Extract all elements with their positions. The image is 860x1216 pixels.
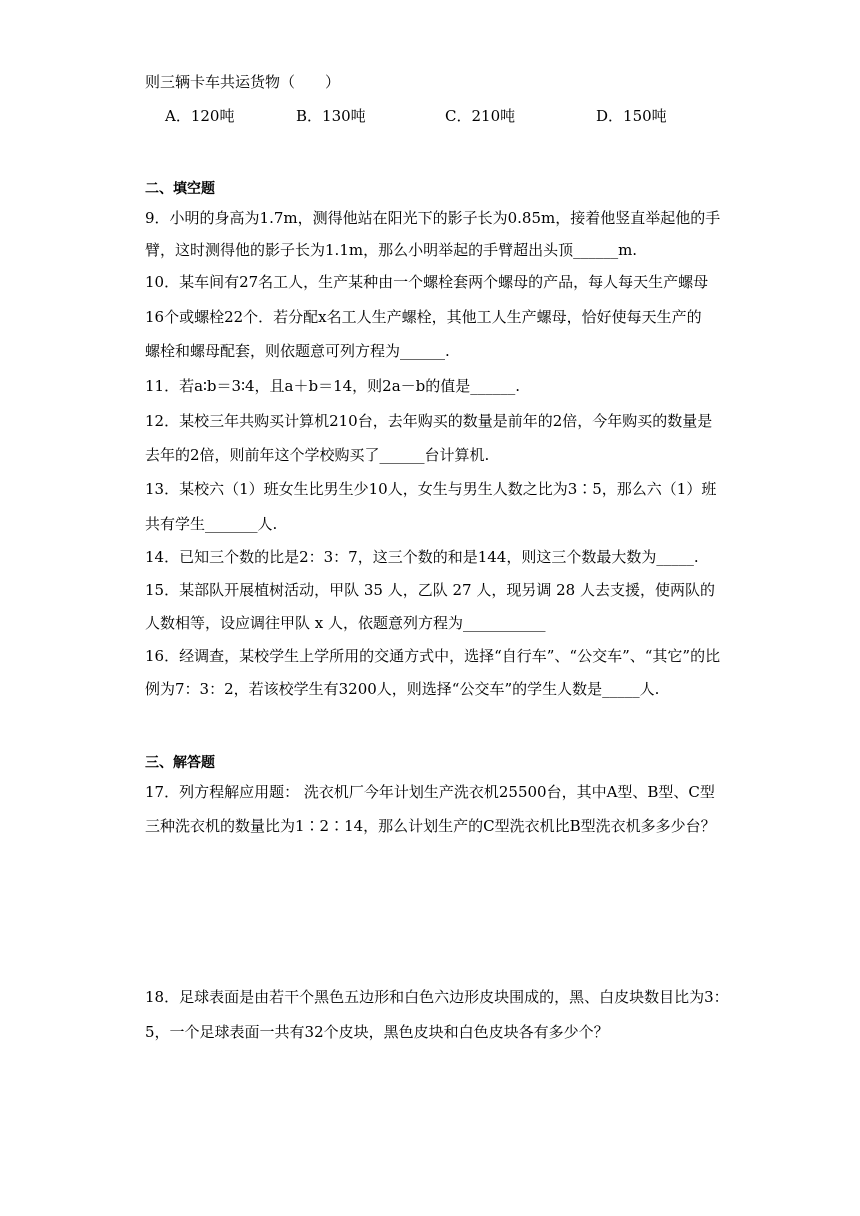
choice-d: D．150吨: [596, 107, 667, 125]
choice-c: C．210吨: [445, 107, 516, 125]
choice-b: B．130吨: [296, 107, 366, 125]
section-heading-fill-in: 二、填空题: [145, 181, 215, 197]
question-14: 14．已知三个数的比是2：3：7，这三个数的和是144，则这三个数最大数为_____.: [145, 548, 699, 566]
question-16-line-2: 例为7：3：2，若该校学生有3200人，则选择“公交车”的学生人数是_____人.: [145, 680, 660, 698]
question-15-line-1: 15．某部队开展植树活动，甲队 35 人，乙队 27 人，现另调 28 人去支援，使两队的: [145, 581, 715, 599]
question-8-continuation: 则三辆卡车共运货物（ ）: [145, 73, 341, 91]
choice-a: A．120吨: [165, 107, 235, 125]
question-17-line-1: 17．列方程解应用题： 洗衣机厂今年计划生产洗衣机25500台，其中A型、B型、C型: [145, 783, 715, 801]
question-17-line-2: 三种洗衣机的数量比为1∶2∶14，那么计划生产的C型洗衣机比B型洗衣机多多少台？: [145, 817, 716, 835]
section-heading-solve: 三、解答题: [145, 755, 215, 771]
question-18-line-2: 5，一个足球表面一共有32个皮块，黑色皮块和白色皮块各有多少个？: [145, 1023, 609, 1041]
question-16-line-1: 16．经调查，某校学生上学所用的交通方式中，选择“自行车”、“公交车”、“其它”的比: [145, 647, 721, 665]
question-10-line-3: 螺栓和螺母配套，则依题意可列方程为______.: [145, 342, 450, 360]
question-18-line-1: 18．足球表面是由若干个黑色五边形和白色六边形皮块围成的，黑、白皮块数目比为3：: [145, 988, 729, 1006]
question-10-line-1: 10．某车间有27名工人，生产某种由一个螺栓套两个螺母的产品，每人每天生产螺母: [145, 273, 709, 291]
question-12-line-1: 12．某校三年共购买计算机210台，去年购买的数量是前年的2倍，今年购买的数量是: [145, 412, 713, 430]
question-9-line-1: 9．小明的身高为1.7m，测得他站在阳光下的影子长为0.85m，接着他竖直举起他的手: [145, 209, 721, 227]
question-11: 11．若a∶b＝3∶4，且a＋b＝14，则2a－b的值是______.: [145, 377, 521, 395]
question-13-line-1: 13．某校六（1）班女生比男生少10人，女生与男生人数之比为3∶5，那么六（1）班: [145, 480, 717, 498]
question-10-line-2: 16个或螺栓22个．若分配x名工人生产螺栓，其他工人生产螺母，恰好使每天生产的: [145, 308, 702, 326]
question-15-line-2: 人数相等，设应调往甲队 x 人，依题意列方程为___________: [145, 614, 546, 632]
question-9-line-2: 臂，这时测得他的影子长为1.1m，那么小明举起的手臂超出头顶______m.: [145, 241, 638, 259]
question-13-line-2: 共有学生_______人.: [145, 515, 278, 533]
question-12-line-2: 去年的2倍，则前年这个学校购买了______台计算机.: [145, 446, 490, 464]
